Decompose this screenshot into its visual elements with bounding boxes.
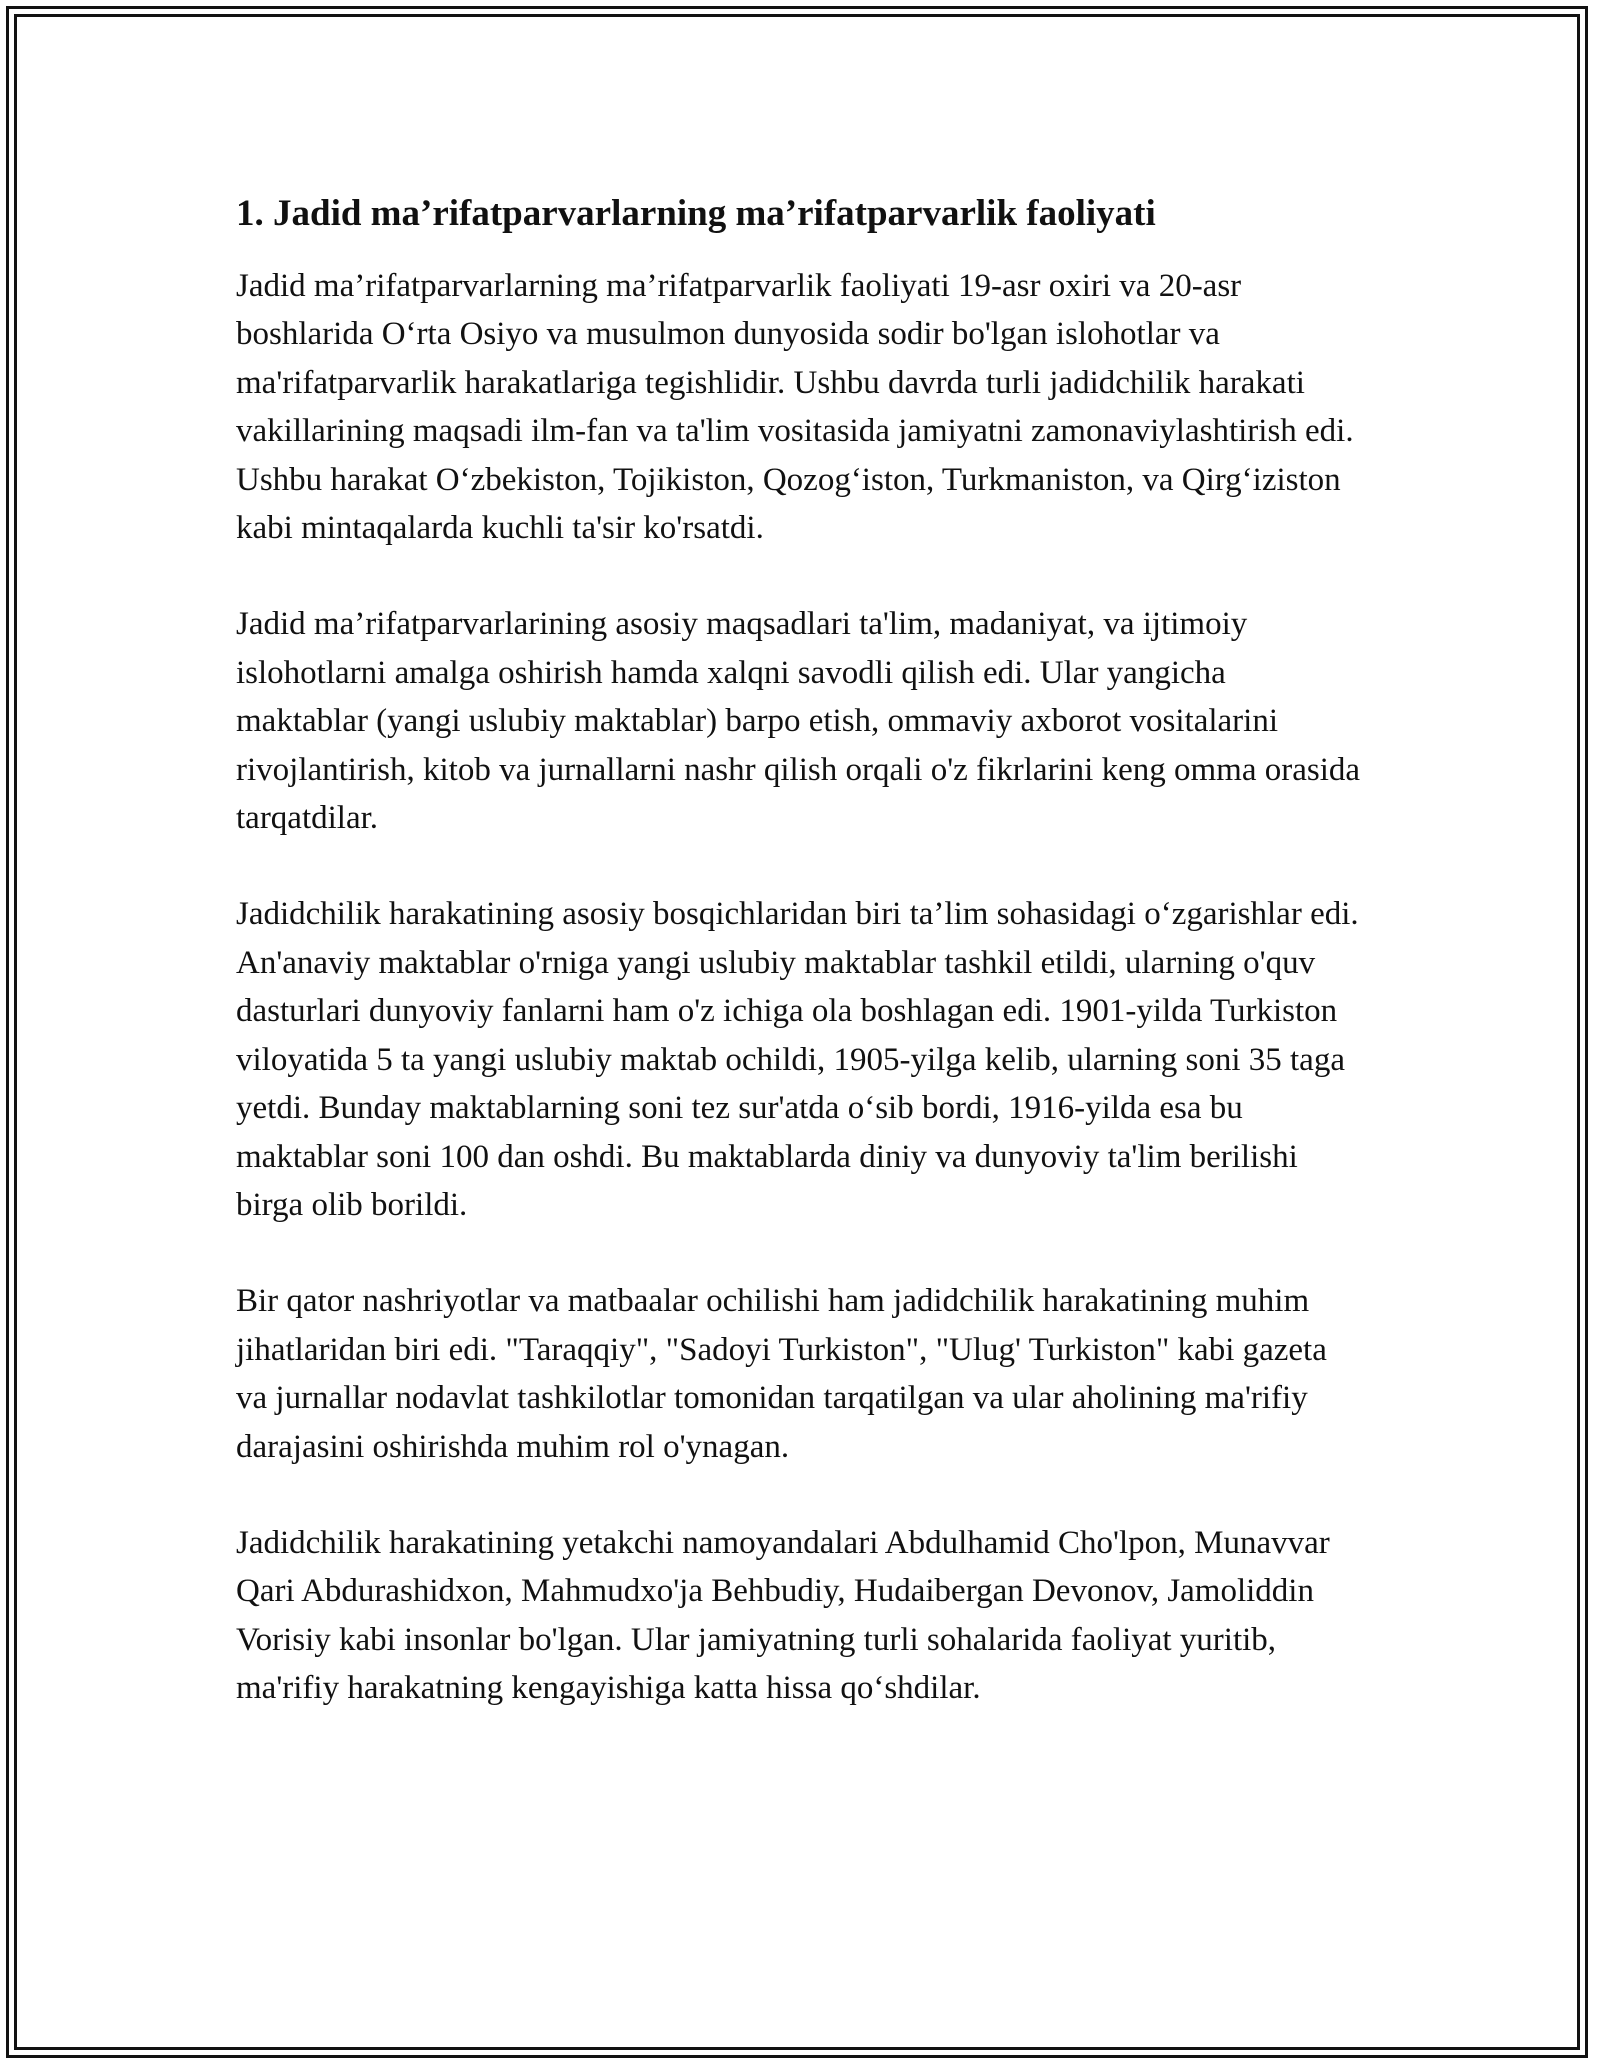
paragraph-intro: Jadid ma’rifatparvarlarning ma’rifatparvarlik faoliyati 19-asr oxiri va 20-asr boshlarida O‘rta Osiyo va musulmon dunyosida sodir bo'lgan islohotlar va ma'rifatparvarlik harakatlariga tegishlidir. Ushbu davrda turli jadidchilik harakati vakillarining maqsadi ilm-fan va ta'lim vositasida jamiyatni zamonaviylashtirish edi. Ushbu harakat O‘zbekiston, Tojikiston, Qozog‘iston, Turkmaniston, va Qirg‘iziston kabi mintaqalarda kuchli ta'sir ko'rsatdi.: [236, 268, 1354, 547]
paragraph-leaders: Jadidchilik harakatining yetakchi namoyandalari Abdulhamid Cho'lpon, Munavvar Qari Abdurashidxon, Mahmudxo'ja Behbudiy, Hudaibergan Devonov, Jamoliddin Vorisiy kabi insonlar bo'lgan. Ular jamiyatning turli sohalarida faoliyat yuritib, ma'rifiy harakatning kengayishiga katta hissa qo‘shdilar.: [236, 1524, 1330, 1707]
paragraph-press: Bir qator nashriyotlar va matbaalar ochilishi ham jadidchilik harakatining muhim jihatlaridan biri edi. "Taraqqiy", "Sadoyi Turkiston", "Ulug' Turkiston" kabi gazeta va jurnallar nodavlat tashkilotlar tomonidan tarqatilgan va ular aholining ma'rifiy darajasini oshirishda muhim rol o'ynagan.: [236, 1283, 1327, 1465]
paragraph-schools: Jadidchilik harakatining asosiy bosqichlaridan biri ta’lim sohasidagi o‘zgarishlar edi. An'anaviy maktablar o'rniga yangi uslubiy maktablar tashkil etildi, ularning o'quv dasturlari dunyoviy fanlarni ham o'z ichiga ola boshlagan edi. 1901-yilda Turkiston viloyatida 5 ta yangi uslubiy maktab ochildi, 1905-yilga kelib, ularning soni 35 taga yetdi. Bunday maktablarning soni tez sur'atda o‘sib bordi, 1916-yilda esa bu maktablar soni 100 dan oshdi. Bu maktablarda diniy va dunyoviy ta'lim berilishi birga olib borildi.: [236, 896, 1359, 1223]
document-body: [236, 186, 1364, 1713]
section-heading: 1. Jadid ma’rifatparvarlarning ma’rifatparvarlik faoliyati: [236, 193, 1156, 234]
paragraph-goals: Jadid ma’rifatparvarlarining asosiy maqsadlari ta'lim, madaniyat, va ijtimoiy islohotlarni amalga oshirish hamda xalqni savodli qilish edi. Ular yangicha maktablar (yangi uslubiy maktablar) barpo etish, ommaviy axborot vositalarini rivojlantirish, kitob va jurnallarni nashr qilish orqali o'z fikrlarini keng omma orasida tarqatdilar.: [236, 606, 1361, 837]
